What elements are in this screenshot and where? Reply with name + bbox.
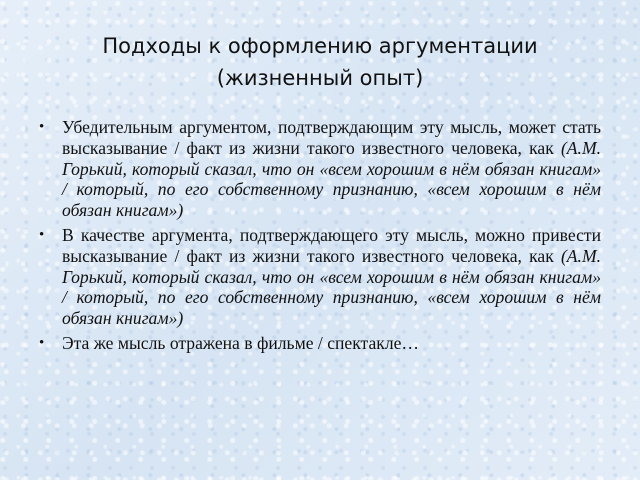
bullet-1-text: Убедительным аргументом, подтверждающим эту мысль, может стать высказывание / факт из жизни такого известного человека, как (62, 117, 601, 158)
bullet-dot-icon: • (39, 226, 45, 243)
bullet-2-italic: (А.М. Горький, который сказал, что он «всем хорошим в нём обязан книгам» / который, по его собственному признанию, «всем хорошим в нём обязан книгам») (62, 245, 601, 329)
title-line-1: Подходы к оформлению аргументации (102, 34, 538, 58)
bullet-1-italic: (А.М. Горький, который сказал, что он «всем хорошим в нём обязан книгам» / который, по его собственному признанию, «всем хорошим в нём обязан книгам») (62, 137, 601, 221)
bullet-dot-icon: • (39, 119, 45, 135)
slide-title (30, 30, 610, 94)
bullet-item-1 (38, 117, 601, 221)
bullet-dot-icon: • (39, 334, 45, 351)
bullet-list (38, 117, 601, 358)
bullet-3-text: Эта же мысль отражена в фильме / спектакле… (62, 332, 419, 353)
bullet-2-text: В качестве аргумента, подтверждающего эту мысль, можно привести высказывание / факт из жизни такого известного человека, как (62, 224, 601, 266)
bullet-item-2 (38, 225, 601, 329)
bullet-item-3 (38, 333, 601, 354)
title-line-2: (жизненный опыт) (216, 66, 424, 90)
